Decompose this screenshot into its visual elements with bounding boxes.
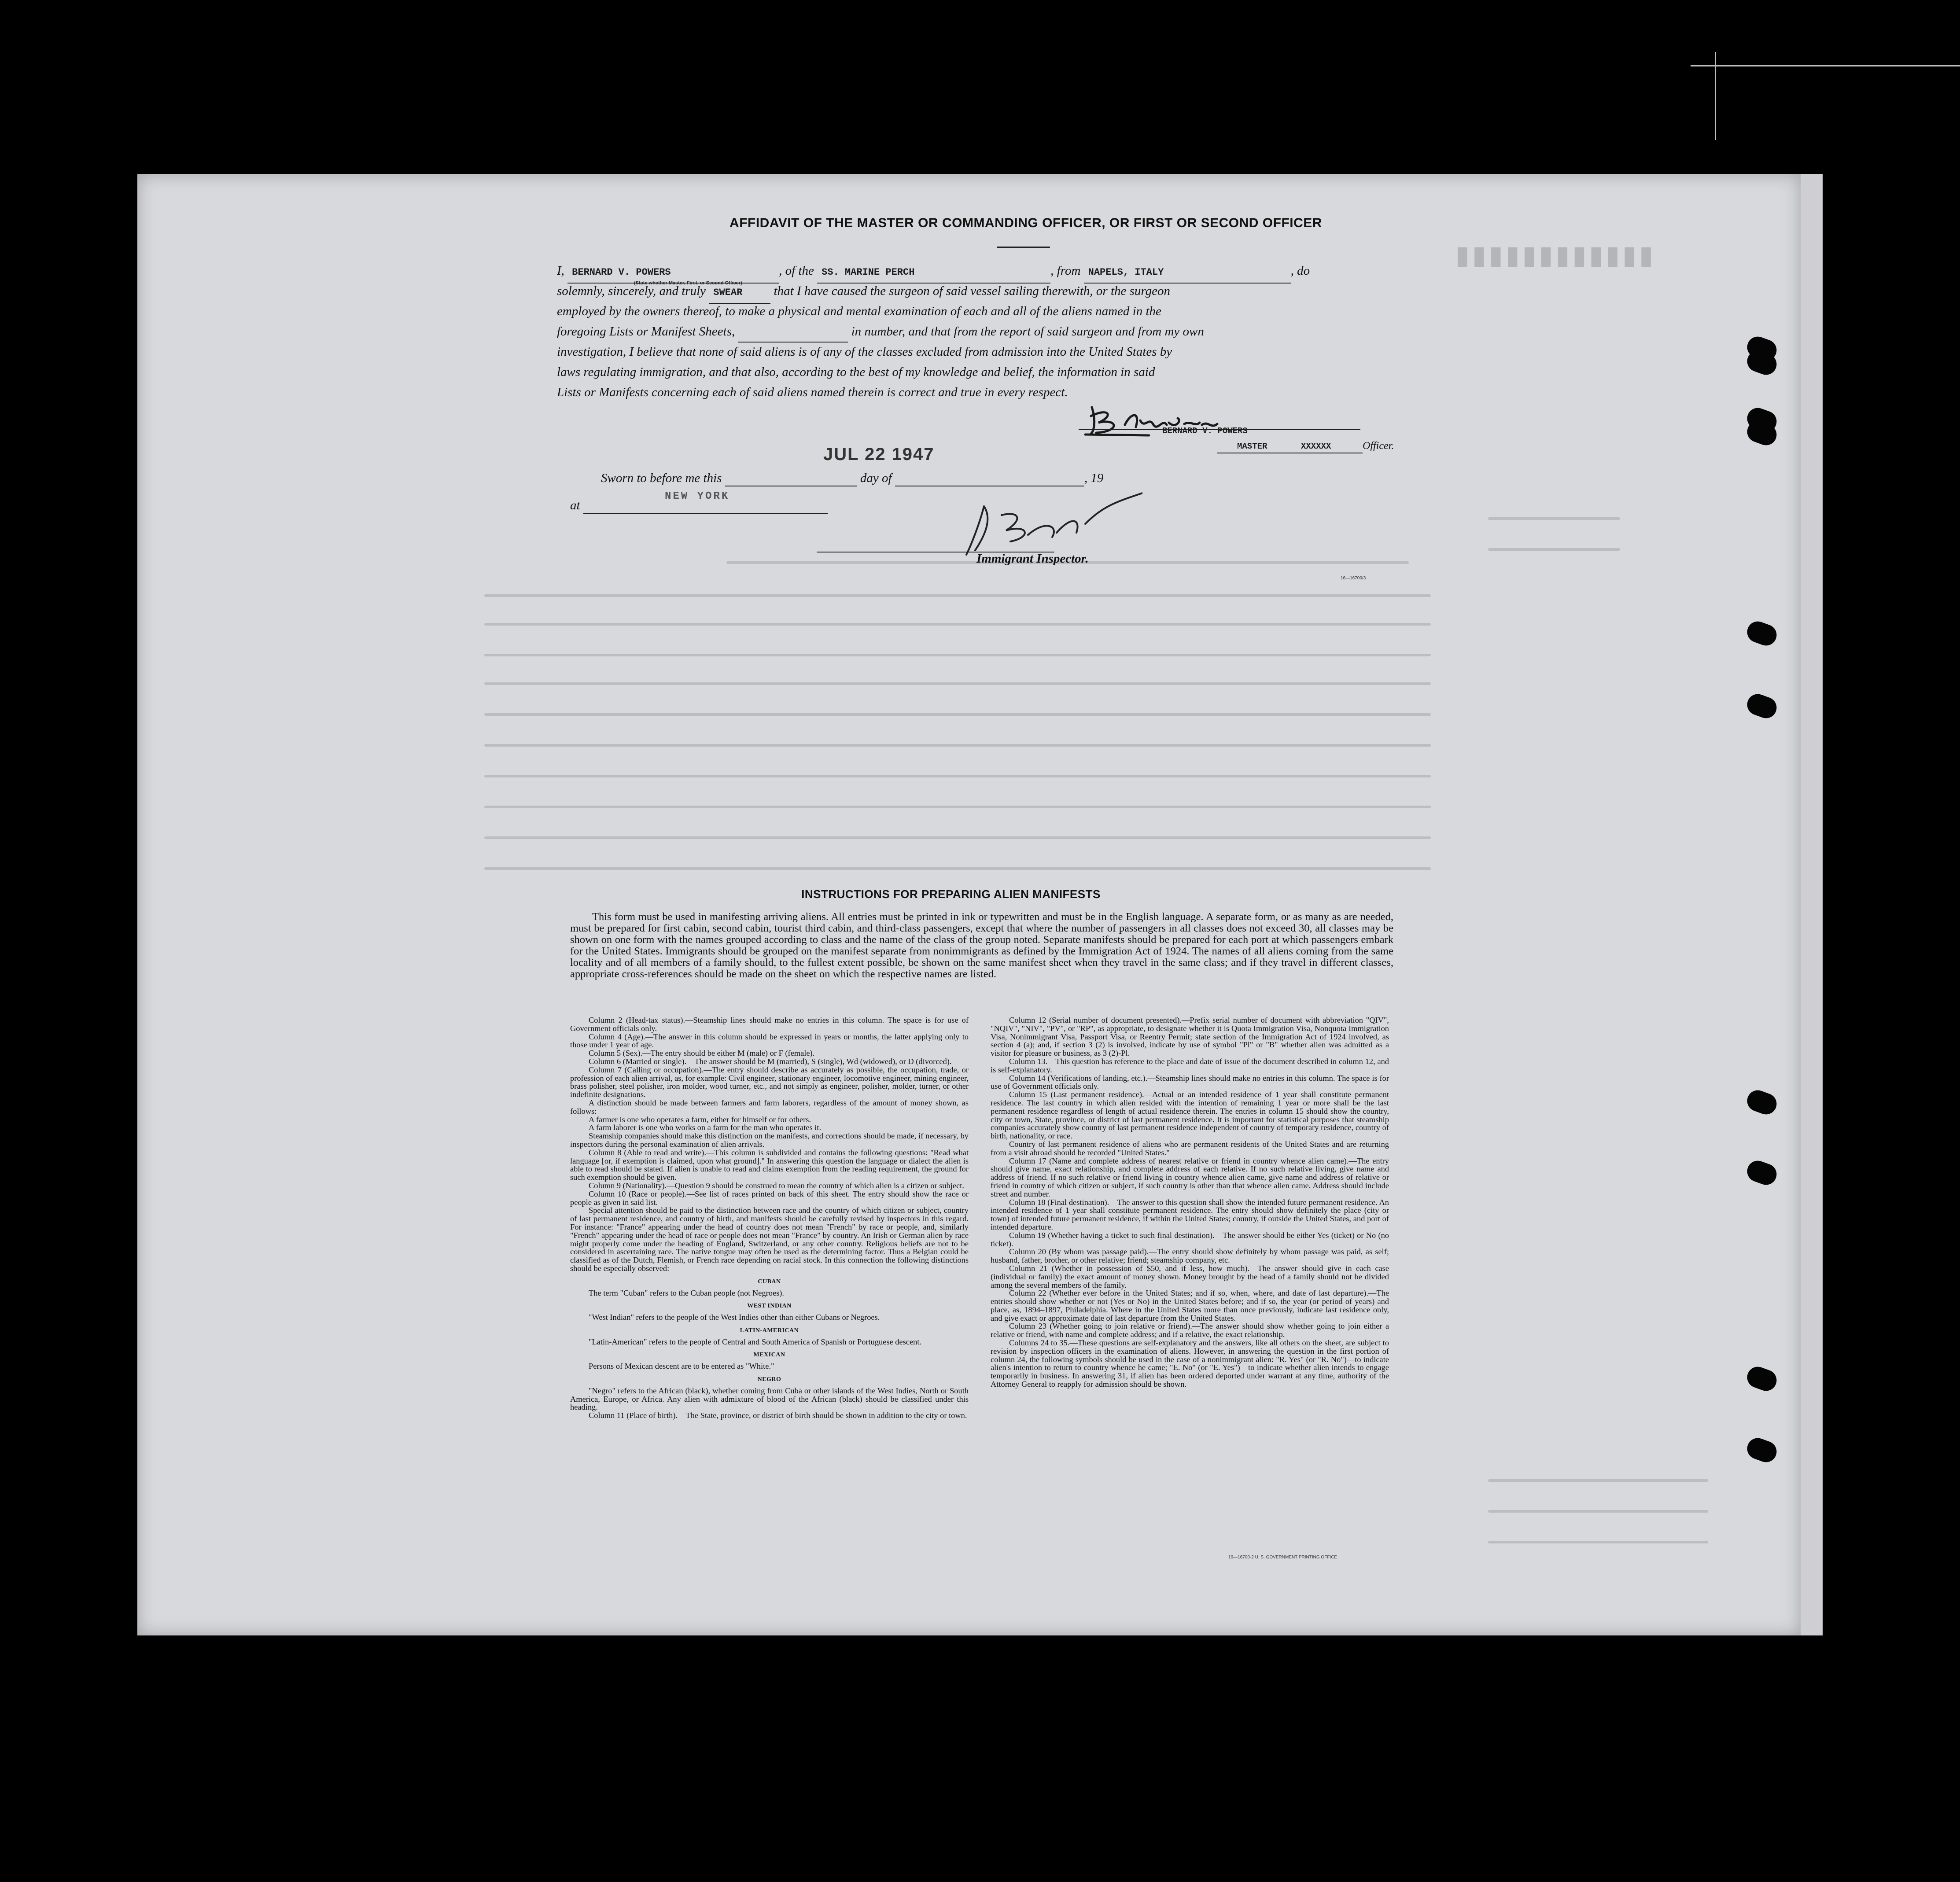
instruction-paragraph: Column 8 (Able to read and write).—This column is subdivided and contains the following questions: "Read what language [or, if exemption is claimed, upon what ground]." In answering this question the language or dialect the alien is able to read should be stated. If alien is unable to read and claims exemption from the reading requirement, the ground for such exemption should be given. [570, 1148, 969, 1182]
instruction-paragraph: Column 12 (Serial number of document presented).—Prefix serial number of document with abbreviation "QIV", "NQIV", "NIV", "PV", or "RP", as appropriate, to designate whether it is Quota Immigration Visa, Nonquota Immigration Visa, Nonimmigrant Visa, Passport Visa, or Reentry Permit; state section of the Immigration Act of 1924 involved, as section 4 (a); and, if section 3 (2) is involved, indicate by use of symbol "Pl" or "B" whether alien was admitted as a visitor for pleasure or business, as 3 (2)-Pl. [991, 1016, 1389, 1058]
affidavit-text: , do [1290, 264, 1310, 278]
officer-note: (State whether Master, First, or Second Officer) [634, 280, 742, 286]
sworn-text: Sworn to before me this [601, 471, 722, 485]
instructions-left-column [570, 1016, 969, 1420]
instruction-paragraph: The term "Cuban" refers to the Cuban people (not Negroes). [589, 1288, 784, 1297]
affidavit-text: , from [1050, 264, 1081, 278]
form-number: 16—16700/3 [1341, 576, 1366, 581]
affidavit-text: I, [557, 264, 564, 278]
officer-suffix: Officer. [1363, 440, 1394, 452]
instruction-paragraph: Column 13.—This question has reference to the place and date of issue of the document described in column 12, and is self-explanatory. [991, 1057, 1389, 1074]
bleedthrough-row [484, 713, 1431, 716]
race-heading-west-indian: WEST INDIAN [747, 1303, 792, 1310]
bleedthrough-row [1488, 1541, 1708, 1543]
race-heading-mexican: MEXICAN [753, 1352, 785, 1359]
instruction-paragraph: Column 2 (Head-tax status).—Steamship lines should make no entries in this column. The space is for use of Government officials only. [570, 1016, 969, 1033]
instruction-paragraph: Column 19 (Whether having a ticket to such final destination).—The answer should be either Yes (ticket) or No (no ticket). [991, 1230, 1389, 1248]
sworn-line [601, 471, 1103, 486]
bleedthrough-row [1488, 517, 1620, 520]
instruction-paragraph: Persons of Mexican descent are to be entered as "White." [589, 1362, 774, 1371]
officer-struck-typed: XXXXXX [1301, 442, 1331, 451]
instruction-paragraph: Column 17 (Name and complete address of nearest relative or friend in country whence alien came).—The entry should give name, exact relationship, and complete address of each relative. If no such relative living, give name and address of friend. If no such relative or friend living in country whence alien came, give name and address of relative or friend in country of which citizen or subject, if such country is other than that whence alien came. Address should include street and number. [991, 1156, 1389, 1198]
bleedthrough-row [484, 867, 1431, 870]
sworn-text: day of [860, 471, 892, 485]
instruction-paragraph: "Negro" refers to the African (black), whether coming from Cuba or other islands of the West Indies, North or South America, Europe, or Africa. Any alien with admixture of blood of the African (black) should be classified under this heading. [570, 1386, 969, 1412]
bleedthrough-row [484, 836, 1431, 839]
instruction-paragraph: Columns 24 to 35.—These questions are self-explanatory and the answers, like all others on the sheet, are subject to revision by inspection officers in the examination of aliens. However, in answering the question in the first portion of column 24, the following symbols should be used in the case of a nonimmigrant alien: "R. Yes" (or "R. No")—to indicate alien's intention to return to country whence he came; "E. No" (or "E. Yes")—to indicate whether alien intends to engage temporarily in business. In answering 31, if alien has been ordered deported under warrant at any time, authority of the Attorney General to reapply for admission should be shown. [991, 1338, 1389, 1389]
sheet-right-margin [1801, 174, 1823, 1635]
affidavit-text: in number, and that from the report of said surgeon and from my own [851, 324, 1204, 339]
place-typed: NEW YORK [665, 490, 730, 502]
instruction-paragraph: Column 14 (Verifications of landing, etc.).—Steamship lines should make no entries in this column. The space is for use of Government officials only. [991, 1073, 1389, 1091]
inspector-signature [958, 489, 1142, 559]
vessel-field [817, 261, 1050, 284]
affidavit-line-4 [557, 321, 1444, 343]
port-typed: NAPELS, ITALY [1088, 267, 1164, 278]
instruction-paragraph: Column 18 (Final destination).—The answer to this question shall show the intended future permanent residence. An intended residence of 1 year shall constitute permanent residence. The entry should show definitely the place (city or town) of intended future permanent residence, if within the United States; country, if outside the United States, and port of intended departure. [991, 1197, 1389, 1231]
race-heading-latin-american: LATIN-AMERICAN [740, 1327, 799, 1334]
instruction-paragraph: "Latin-American" refers to the people of Central and South America of Spanish or Portuguese descent. [589, 1337, 922, 1346]
instruction-paragraph: Special attention should be paid to the distinction between race and the country of which citizen or subject, country of last permanent residence, and country of birth, and manifests should be carefully revised by inspectors in this regard. For instance: "France" appearing under the head of country does not mean "French" by race or people, and, similarly "French" appearing under the head of race or people does not mean "France" by country. An Irish or German alien by race might properly come under the heading of England, Switzerland, or any other country. Religious beliefs are not to be considered in ascertaining race. The native tongue may often be used as the determining factor. Thus a Belgian could be classified as of the Dutch, Flemish, or French race depending on racial stock. In this connection the following distinctions should be especially observed: [570, 1206, 969, 1273]
instruction-paragraph: Column 6 (Married or single).—The answer should be M (married), S (single), Wd (widowed), or D (divorced). [589, 1057, 952, 1066]
instructions-title: INSTRUCTIONS FOR PREPARING ALIEN MANIFESTS [801, 888, 1101, 901]
instruction-paragraph: Column 20 (By whom was passage paid).—The entry should show definitely by whom passage was paid, as self; husband, father, brother, or other relative; friend; steamship company, etc. [991, 1247, 1389, 1265]
affidavit-text: , of the [779, 264, 814, 278]
instruction-paragraph: Column 5 (Sex).—The entry should be either M (male) or F (female). [589, 1049, 815, 1058]
affidavit-text: that I have caused the surgeon of said vessel sailing therewith, or the surgeon [774, 284, 1171, 298]
bleedthrough-row [484, 806, 1431, 808]
signer-title-typed: MASTER [1237, 442, 1267, 451]
instructions-right-column [991, 1016, 1389, 1388]
instruction-paragraph: Column 11 (Place of birth).—The State, province, or district of birth should be shown in addition to the city or town. [589, 1411, 967, 1420]
bleedthrough-row [484, 682, 1431, 685]
affidavit-title: AFFIDAVIT OF THE MASTER OR COMMANDING OFFICER, OR FIRST OR SECOND OFFICER [729, 216, 1322, 230]
signer-name-typed: BERNARD V. POWERS [1162, 426, 1248, 436]
instruction-paragraph: Country of last permanent residence of aliens who are permanent residents of the United States and are returning from a visit abroad should be recorded "United States." [991, 1139, 1389, 1157]
instruction-paragraph: "West Indian" refers to the people of the West Indies other than either Cubans or Negroes. [589, 1313, 880, 1322]
bleedthrough-row [484, 744, 1431, 747]
sworn-text: at [570, 498, 580, 512]
affidavit-line-5: investigation, I believe that none of said aliens is of any of the classes excluded from admission into the United States by [557, 345, 1172, 359]
bleedthrough-row [1488, 1510, 1708, 1513]
bleedthrough-header: ▮▮▮▮▮▮▮▮▮▮▮▮ [1453, 241, 1654, 269]
bleedthrough-row [484, 775, 1431, 777]
day-field [725, 471, 857, 486]
instruction-paragraph: Steamship companies should make this distinction on the manifests, and corrections should be made, if necessary, by inspectors during the personal examination of alien arrivals. [570, 1131, 969, 1149]
instruction-paragraph: A farmer is one who operates a farm, either for himself or for others. [589, 1115, 811, 1124]
master-name-typed: BERNARD V. POWERS [572, 267, 671, 278]
vessel-typed: SS. MARINE PERCH [822, 267, 915, 278]
instruction-paragraph: Column 4 (Age).—The answer in this column should be expressed in years or months, the latter applying only to those under 1 year of age. [570, 1032, 969, 1050]
race-heading-negro: NEGRO [757, 1376, 781, 1383]
oath-typed: SWEAR [713, 287, 743, 298]
instruction-paragraph: A distinction should be made between farmers and farm laborers, regardless of the amount of money shown, as follows: [570, 1098, 969, 1116]
race-heading-cuban: CUBAN [758, 1278, 781, 1285]
sworn-text: , 19 [1084, 471, 1104, 485]
instruction-paragraph: Column 9 (Nationality).—Question 9 should be construed to mean the country of which alien is a citizen or subject. [589, 1181, 964, 1190]
date-stamp: JUL 22 1947 [823, 445, 935, 464]
instruction-paragraph: Column 21 (Whether in possession of $50, and if less, how much).—The answer should give in each case (individual or family) the exact amount of money shown. Money brought by the head of a family should not be divided among the several members of the family. [991, 1263, 1389, 1289]
bleedthrough-row [484, 623, 1431, 626]
bleedthrough-row [1488, 548, 1620, 551]
instruction-paragraph: Column 10 (Race or people).—See list of races printed on back of this sheet. The entry should show the race or people as given in said list. [570, 1189, 969, 1207]
instruction-paragraph: Column 15 (Last permanent residence).—Actual or an intended residence of 1 year shall constitute permanent residence. The last country in which alien resided with the intention of remaining 1 year or more shall be the last permanent residence regardless of length of actual residence therein. The entries in column 15 should show the country, city or town, State, province, or district of last permanent residence. It is important for statistical purposes that steamship companies accurately show country of last permanent residence independent of country of temporary residence, country of birth, nationality, or race. [991, 1090, 1389, 1141]
affidavit-line-7: Lists or Manifests concerning each of said aliens named therein is correct and true in every respect. [557, 385, 1068, 399]
instruction-paragraph: A farm laborer is one who works on a farm for the man who operates it. [589, 1123, 822, 1132]
instruction-paragraph: Column 22 (Whether ever before in the United States; and if so, when, where, and date of last departure).—The entries should show whether or not (Yes or No) in the United States before; and if so, the year (or period of years) and place, as, 1894–1897, Philadelphia. Where in the United States more than once previously, indicate last residence only, and give exact or approximate date of last departure from the United States. [991, 1289, 1389, 1322]
frame-right-line [1715, 52, 1716, 140]
instruction-paragraph: Column 7 (Calling or occupation).—The entry should describe as accurately as possible, the occupation, trade, or profession of each alien arrival, as, for example: Civil engineer, stationary engineer, locomotive engineer, mining engineer, brass polisher, steel polisher, iron molder, wood turner, etc., and not simply as engineer, polisher, molder, turner, or other indefinite designations. [570, 1065, 969, 1099]
bleedthrough-row [484, 594, 1431, 597]
affidavit-text: foregoing Lists or Manifest Sheets, [557, 324, 735, 339]
bleedthrough-row [1488, 1479, 1708, 1482]
affidavit-line-6: laws regulating immigration, and that also, according to the best of my knowledge and belief, the information in said [557, 365, 1155, 379]
affidavit-line-3: employed by the owners thereof, to make a physical and mental examination of each and all of the aliens named in the [557, 304, 1161, 318]
bleedthrough-row [484, 654, 1431, 656]
instruction-paragraph: Column 23 (Whether going to join relative or friend).—The answer should show whether going to join either a relative or friend, with name and complete address; and if a relative, the exact relationship. [991, 1322, 1389, 1339]
printing-office-footer: 16—16700-2 U. S. GOVERNMENT PRINTING OFFICE [1228, 1555, 1337, 1560]
inspector-label: Immigrant Inspector. [976, 552, 1089, 566]
frame-top-line [1691, 65, 1960, 66]
instructions-intro: This form must be used in manifesting arriving aliens. All entries must be printed in ink or typewritten and must be in the English language. A separate form, or as many as are needed, must be prepared for first cabin, second cabin, tourist third cabin, and third-class passengers, except that where the number of passengers in all classes does not exceed 30, all classes may be shown on one form with the names grouped according to class and the name of the class of the group noted. Separate manifests should be prepared for each port at which passengers embark for the United States. Immigrants should be grouped on the manifest separate from nonimmigrants as defined by the Immigration Act of 1924. The names of all aliens coming from the same locality and of all members of a family should, to the fullest extent possible, be shown on the same manifest sheet when they travel in the same class; and if they travel in different classes, appropriate cross-references should be made on the sheet on which the respective names are listed. [570, 911, 1393, 980]
oath-field [709, 281, 770, 304]
affidavit-text: solemnly, sincerely, and truly [557, 284, 706, 298]
port-field [1084, 261, 1291, 284]
number-field [738, 321, 848, 343]
month-field [895, 471, 1084, 486]
title-rule [997, 247, 1050, 248]
affidavit-line-2 [557, 281, 1444, 304]
